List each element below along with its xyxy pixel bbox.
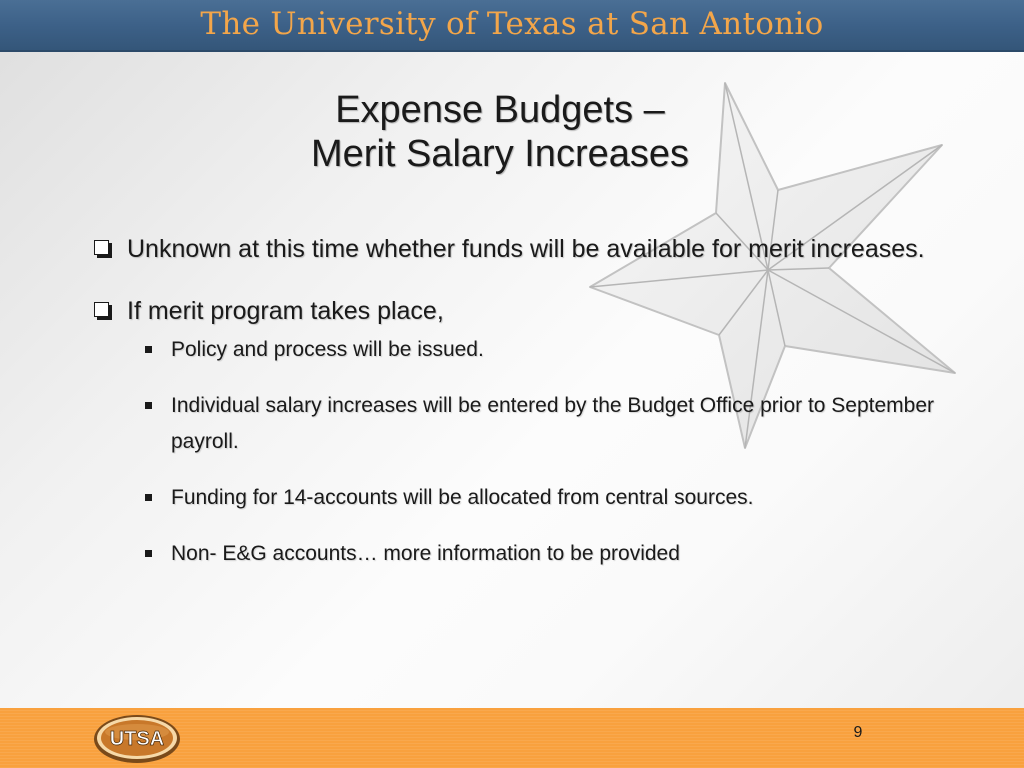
- checkbox-square-icon: [94, 302, 109, 317]
- sub-bullet-text: Individual salary increases will be entered by the Budget Office prior to September payroll.: [171, 394, 935, 453]
- filled-square-icon: [145, 494, 152, 501]
- title-line-2: Merit Salary Increases: [310, 133, 689, 175]
- sub-bullet-text: Funding for 14-accounts will be allocated from central sources.: [171, 486, 754, 509]
- logo-text: UTSA: [109, 728, 165, 750]
- checkbox-square-icon: [94, 240, 109, 255]
- sub-bullet-text: Non- E&G accounts… more information to be provided: [171, 542, 680, 565]
- sub-bullet-item: [139, 332, 972, 368]
- bullet-text: Unknown at this time whether funds will be available for merit increases.: [127, 235, 925, 263]
- institution-title: The University of Texas at San Antonio: [200, 6, 824, 42]
- sub-bullet-item: [139, 388, 972, 460]
- filled-square-icon: [145, 346, 152, 353]
- sub-bullet-item: [139, 536, 972, 572]
- bullet-item: [92, 290, 972, 332]
- bullet-item: [92, 228, 972, 270]
- page-number: 9: [853, 724, 863, 741]
- bullet-text: If merit program takes place,: [127, 297, 444, 325]
- utsa-logo: [92, 712, 182, 764]
- title-line-1: Expense Budgets –: [335, 89, 665, 131]
- filled-square-icon: [145, 402, 152, 409]
- sub-bullet-text: Policy and process will be issued.: [171, 338, 484, 361]
- sub-bullet-item: [139, 480, 972, 516]
- sub-bullet-list: [92, 332, 972, 572]
- slide-title: [200, 88, 800, 176]
- filled-square-icon: [145, 550, 152, 557]
- bullet-list: [92, 228, 972, 572]
